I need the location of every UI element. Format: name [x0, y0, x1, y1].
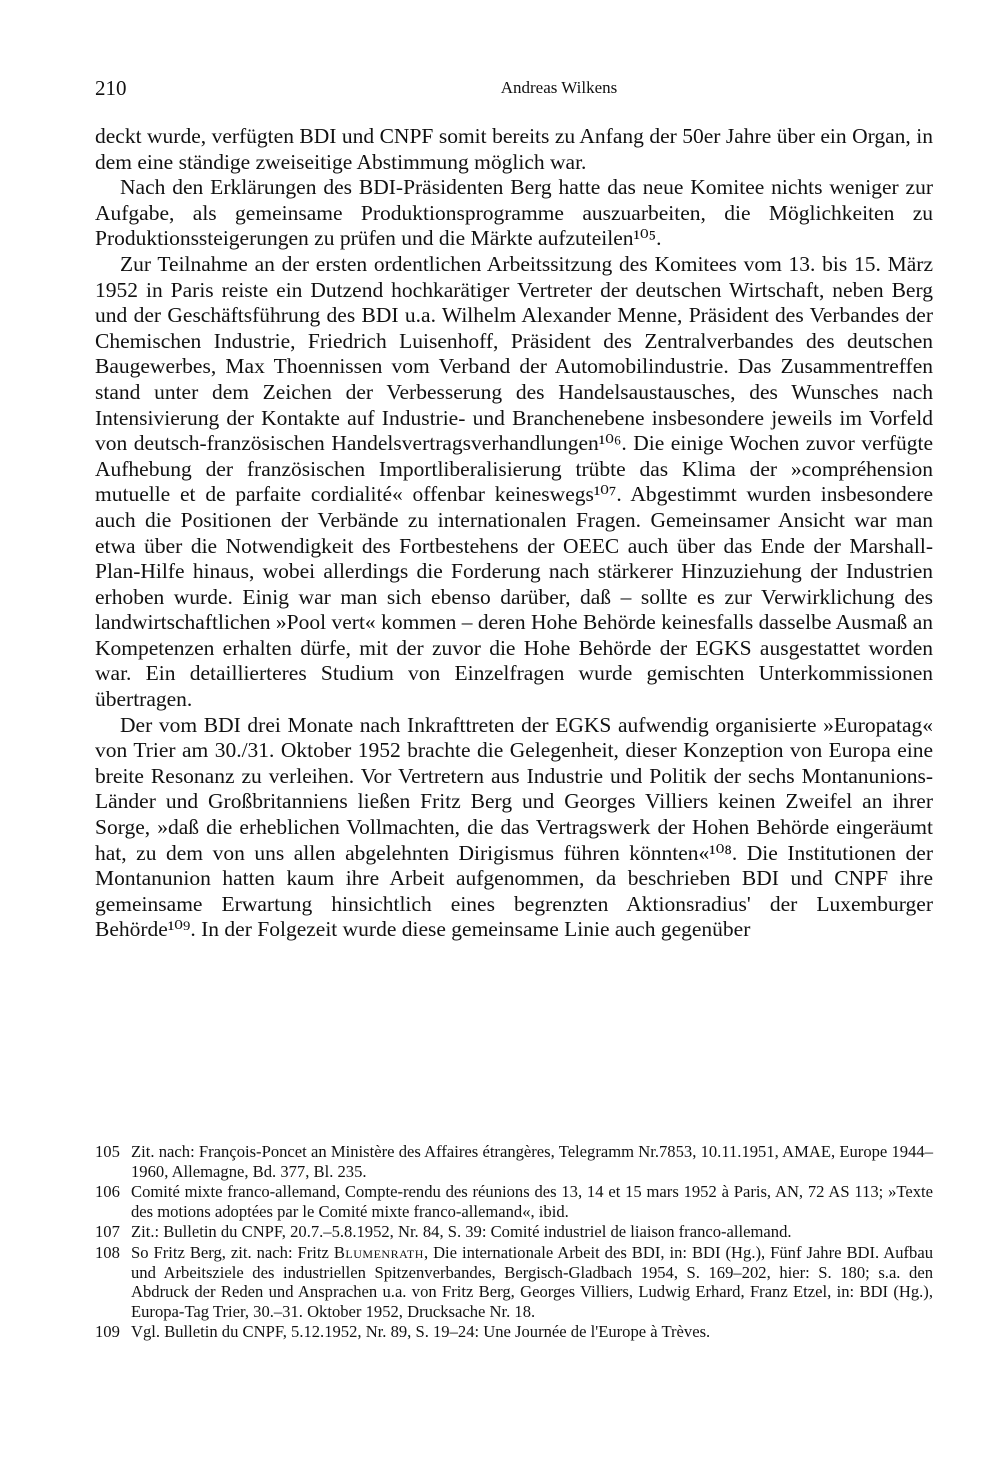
- footnote-text: [131, 1243, 933, 1321]
- footnote-text-after: , Die internationale Arbeit des BDI, in: BDI (Hg.), Fünf Jahre BDI. Aufbau und Arbeitsziele des industriellen Spitzenverbandes, Bergisch-Gladbach 1954, S. 169–202, hier: S. 180; s.a. den Abdruck der Reden und Ansprachen u.a. von Fritz Berg, Georges Villiers, Ludwig Erhard, Franz Etzel, in: BDI (Hg.), Europa-Tag Trier, 30.–31. Oktober 1952, Drucksache Nr. 18.: [131, 1242, 933, 1321]
- paragraph: Der vom BDI drei Monate nach Inkrafttreten der EGKS aufwendig organisierte »Europatag« von Trier am 30./31. Oktober 1952 brachte die Gelegenheit, dieser Konzeption von Europa eine breite Resonanz zu verleihen. Vor Vertretern aus Industrie und Politik der sechs Montanunions-Länder und Großbritanniens ließen Fritz Berg und Georges Villiers keinen Zweifel an ihrer Sorge, »daß die erheblichen Vollmachten, die das Vertragswerk der Hohen Behörde eingeräumt hat, zu dem von uns allen abgelehnten Dirigismus führen könnten«¹⁰⁸. Die Institutionen der Montanunion hatten kaum ihre Arbeit aufgenommen, da beschrieben BDI und CNPF ihre gemeinsame Erwartung hinsichtlich eines begrenzten Aktionsradius' der Luxemburger Behörde¹⁰⁹. In der Folgezeit wurde diese gemeinsame Linie auch gegenüber: [95, 712, 933, 942]
- footnote-number: 106: [95, 1182, 120, 1202]
- footnote-text: Vgl. Bulletin du CNPF, 5.12.1952, Nr. 89, S. 19–24: Une Journée de l'Europe à Trèves.: [131, 1322, 711, 1342]
- page-header: [95, 76, 933, 106]
- footnote: [95, 1182, 933, 1221]
- footnote-text: Zit.: Bulletin du CNPF, 20.7.–5.8.1952, Nr. 84, S. 39: Comité industriel de liaison franco-allemand.: [131, 1222, 792, 1242]
- footnote-number: 107: [95, 1222, 120, 1242]
- footnote: [95, 1142, 933, 1181]
- footnote-text: Comité mixte franco-allemand, Compte-rendu des réunions des 13, 14 et 15 mars 1952 à Paris, AN, 72 AS 113; »Texte des motions adoptées par le Comité mixte franco-allemand«, ibid.: [131, 1182, 933, 1221]
- footnote-number: 108: [95, 1242, 120, 1262]
- paragraph: deckt wurde, verfügten BDI und CNPF somit bereits zu Anfang der 50er Jahre über ein Organ, in dem eine ständige zweiseitige Abstimmung möglich war.: [95, 124, 933, 174]
- footnote-text: Zit. nach: François-Poncet an Ministère des Affaires étrangères, Telegramm Nr.7853, 10.11.1951, AMAE, Europe 1944–1960, Allemagne, Bd. 377, Bl. 235.: [131, 1142, 933, 1181]
- footnote-number: 105: [95, 1142, 120, 1161]
- footnote-text-before: So Fritz Berg, zit. nach: Fritz: [131, 1242, 334, 1262]
- paragraph: Zur Teilnahme an der ersten ordentlichen Arbeitssitzung des Komitees vom 13. bis 15. März 1952 in Paris reiste ein Dutzend hochkarätiger Vertreter der deutschen Wirtschaft, neben Berg und der Geschäftsführung des BDI u.a. Wilhelm Alexander Menne, Präsident des Verbandes der Chemischen Industrie, Friedrich Luisenhoff, Präsident des Zentralverbandes des deutschen Baugewerbes, Max Thoennissen vom Verband der Automobilindustrie. Das Zusammentreffen stand unter dem Zeichen der Verbesserung des Handelsaustausches, des Wunsches nach Intensivierung der Kontakte auf Industrie- und Branchenebene insbesondere jeweils im Vorfeld von deutsch-französischen Handelsvertragsverhandlungen¹⁰⁶. Die einige Wochen zuvor verfügte Aufhebung der französischen Importliberalisierung trübte das Klima der »compréhension mutuelle et de parfaite cordialité« offenbar keineswegs¹⁰⁷. Abgestimmt wurden insbesondere auch die Positionen der Verbände zu internationalen Fragen. Gemeinsamer Ansicht war man etwa über die Notwendigkeit des Fortbestehens der OEEC auch über das Ende der Marshall-Plan-Hilfe hinaus, wobei allerdings die Forderung nach stärkerer Hinzuziehung der Industrien erhoben wurde. Einig war man sich ebenso darüber, daß – sollte es zur Verwirklichung des landwirtschaftlichen »Pool vert« kommen – deren Hohe Behörde keinesfalls dasselbe Ausmaß an Kompetenzen erhalten dürfe, mit der zuvor die Hohe Behörde der EGKS ausgestattet worden war. Ein detaillierteres Studium von Einzelfragen wurde gemischten Unterkommissionen übertragen.: [95, 251, 933, 712]
- paragraph: Nach den Erklärungen des BDI-Präsidenten Berg hatte das neue Komitee nichts weniger zur Aufgabe, als gemeinsame Produktionsprogramme auszuarbeiten, die Möglichkeiten zu Produktionssteigerungen zu prüfen und die Märkte aufzuteilen¹⁰⁵.: [95, 175, 933, 251]
- footnote-number: 109: [95, 1322, 120, 1342]
- footnote: [95, 1222, 933, 1242]
- author-name: Blumenrath: [333, 1242, 424, 1262]
- footnote: [95, 1243, 933, 1321]
- page-number: 210: [95, 76, 127, 100]
- running-head: Andreas Wilkens: [500, 78, 618, 97]
- footnote: [95, 1322, 933, 1342]
- footnotes: [95, 1142, 933, 1343]
- body-text: [95, 124, 933, 943]
